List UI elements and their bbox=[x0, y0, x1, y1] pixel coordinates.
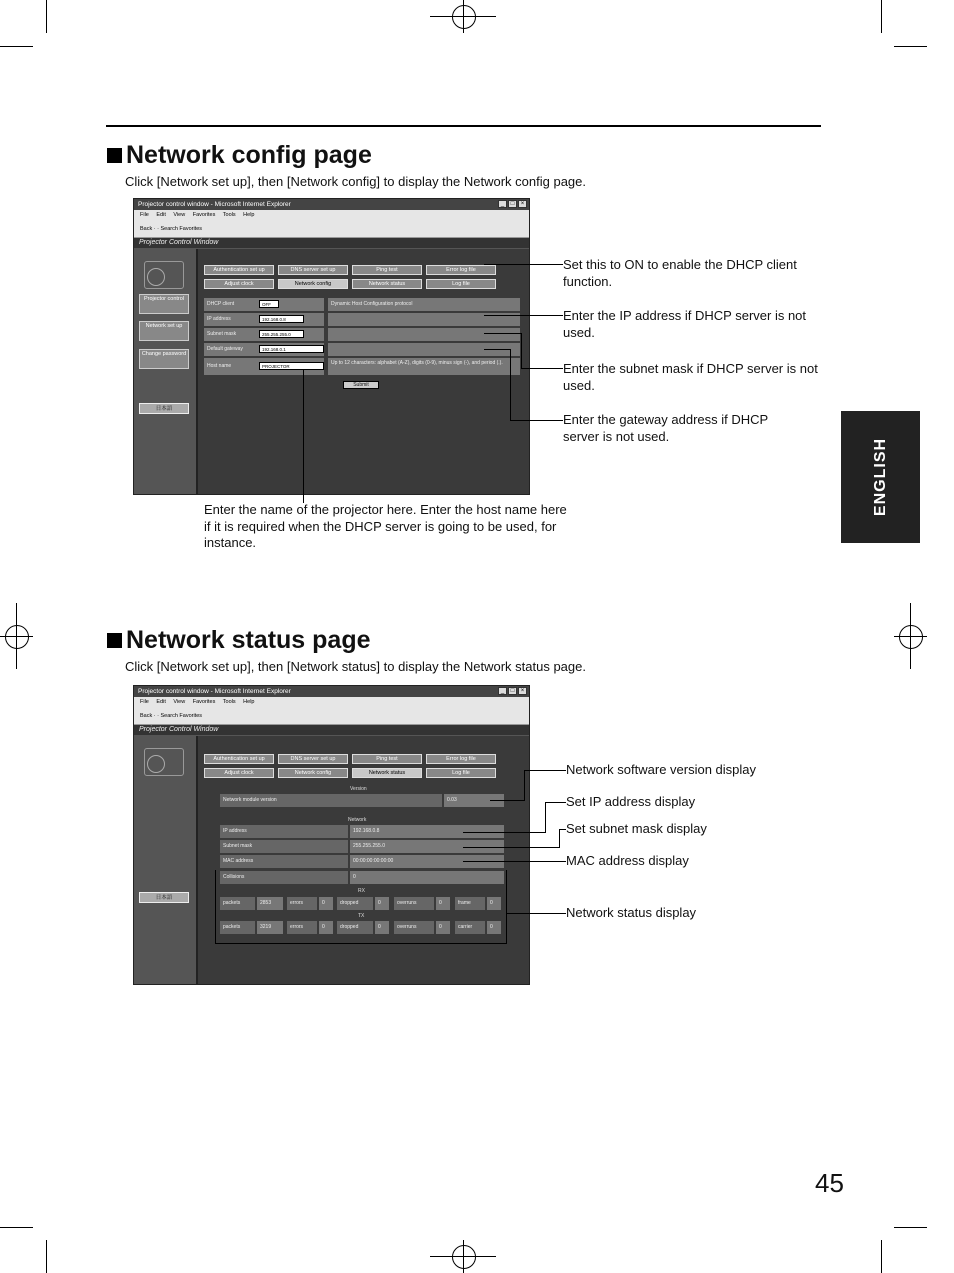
registration-circle bbox=[452, 1245, 476, 1269]
callout-net-status: Network status display bbox=[566, 905, 697, 920]
tab-auth[interactable]: Authentication set up bbox=[204, 265, 274, 275]
rx-errors-label: errors bbox=[287, 897, 317, 910]
sidebar bbox=[134, 736, 198, 984]
section-title-status: Network status page bbox=[107, 626, 371, 655]
maximize-icon[interactable]: □ bbox=[508, 200, 517, 208]
callout-set-mask: Set subnet mask display bbox=[566, 821, 707, 836]
sidebar-item-projector-control[interactable]: Projector control bbox=[139, 294, 189, 314]
tab-error-log[interactable]: Error log file bbox=[426, 265, 496, 275]
section-intro-config: Click [Network set up], then [Network config] to display the Network config page. bbox=[125, 174, 586, 189]
leader-line bbox=[463, 861, 566, 862]
tx-errors-value: 0 bbox=[319, 921, 333, 934]
tab-network-config[interactable]: Network config bbox=[278, 768, 348, 778]
tab-log-file[interactable]: Log file bbox=[426, 768, 496, 778]
collisions-value: 0 bbox=[350, 871, 504, 884]
content-area bbox=[198, 736, 529, 984]
tx-overruns-value: 0 bbox=[436, 921, 450, 934]
tx-dropped-value: 0 bbox=[375, 921, 389, 934]
rx-frame-value: 0 bbox=[487, 897, 501, 910]
browser-window-status bbox=[133, 685, 530, 985]
ip-value: 192.168.0.8 bbox=[350, 825, 504, 838]
minimize-icon[interactable]: _ bbox=[498, 687, 507, 695]
menu-bar[interactable]: File Edit View Favorites Tools Help bbox=[134, 210, 529, 220]
tab-network-status[interactable]: Network status bbox=[352, 768, 422, 778]
projector-logo-icon bbox=[144, 261, 184, 289]
tx-packets-label: packets bbox=[220, 921, 255, 934]
sidebar-item-network-setup[interactable]: Network set up bbox=[139, 321, 189, 341]
leader-line bbox=[545, 802, 546, 833]
tx-dropped-label: dropped bbox=[337, 921, 373, 934]
callout-ip: Enter the IP address if DHCP server is not used. bbox=[563, 308, 807, 340]
registration-circle bbox=[899, 625, 923, 649]
crop-mark bbox=[0, 1227, 33, 1228]
rx-header: RX bbox=[358, 888, 365, 894]
callout-mask: Enter the subnet mask if DHCP server is not used. bbox=[563, 361, 818, 393]
tx-errors-label: errors bbox=[287, 921, 317, 934]
leader-line bbox=[506, 913, 566, 914]
leader-line bbox=[510, 420, 563, 421]
tab-network-status[interactable]: Network status bbox=[352, 279, 422, 289]
rx-packets-label: packets bbox=[220, 897, 255, 910]
rx-overruns-value: 0 bbox=[436, 897, 450, 910]
network-header: Network bbox=[348, 817, 367, 823]
tab-dns[interactable]: DNS server set up bbox=[278, 265, 348, 275]
hostname-label: Host name bbox=[204, 358, 324, 375]
square-bullet-icon bbox=[107, 148, 122, 163]
dhcp-description: Dynamic Host Configuration protocol bbox=[328, 298, 520, 311]
module-version-label: Network module version bbox=[220, 794, 442, 807]
tab-error-log[interactable]: Error log file bbox=[426, 754, 496, 764]
collisions-label: Collisions bbox=[220, 871, 348, 884]
tx-packets-value: 3219 bbox=[257, 921, 283, 934]
dhcp-label: DHCP client bbox=[204, 298, 324, 311]
window-titlebar: Projector control window - Microsoft Internet Explorer _ □ × bbox=[134, 686, 529, 697]
callout-dhcp: Set this to ON to enable the DHCP client function. bbox=[563, 257, 797, 289]
gateway-field[interactable]: 192.168.0.1 bbox=[259, 345, 324, 353]
section-title-config: Network config page bbox=[107, 141, 372, 170]
header-rule bbox=[106, 125, 821, 127]
callout-set-ip: Set IP address display bbox=[566, 794, 696, 809]
browser-toolbar[interactable]: Back · · Search Favorites bbox=[134, 707, 529, 725]
section-intro-status: Click [Network set up], then [Network status] to display the Network status page. bbox=[125, 659, 586, 674]
leader-line bbox=[303, 369, 304, 503]
japanese-button[interactable]: 日本語 bbox=[139, 403, 189, 414]
crop-mark bbox=[0, 46, 33, 47]
leader-line bbox=[463, 847, 560, 848]
callout-mac: MAC address display bbox=[566, 853, 689, 868]
window-label: Projector Control Window bbox=[134, 238, 529, 248]
leader-line bbox=[521, 368, 563, 369]
crop-mark bbox=[46, 1240, 47, 1273]
sidebar bbox=[134, 249, 198, 494]
rx-dropped-label: dropped bbox=[337, 897, 373, 910]
tab-adjust-clock[interactable]: Adjust clock bbox=[204, 768, 274, 778]
tab-auth[interactable]: Authentication set up bbox=[204, 754, 274, 764]
leader-line bbox=[524, 770, 525, 801]
submit-button[interactable]: Submit bbox=[343, 381, 379, 389]
hostname-description: Up to 12 characters: alphabet (A-Z), digits (0-9), minus sign (-), and period (.). bbox=[328, 358, 520, 375]
rx-dropped-value: 0 bbox=[375, 897, 389, 910]
module-version-value: 0.03 bbox=[444, 794, 504, 807]
leader-line bbox=[521, 333, 522, 369]
bracket-line bbox=[215, 870, 216, 944]
tx-overruns-label: overruns bbox=[394, 921, 434, 934]
crop-mark bbox=[881, 0, 882, 33]
rx-frame-label: frame bbox=[455, 897, 485, 910]
language-tab: ENGLISH bbox=[841, 411, 920, 543]
crop-mark bbox=[46, 0, 47, 33]
crop-mark bbox=[881, 1240, 882, 1273]
callout-hostname: Enter the name of the projector here. Enter the host name here if it is required when the DHCP server is going to be used, for instance. bbox=[204, 502, 567, 550]
ip-label: IP address bbox=[204, 313, 324, 326]
version-header: Version bbox=[350, 786, 367, 792]
mask-value: 255.255.255.0 bbox=[350, 840, 504, 853]
browser-toolbar[interactable]: Back · · Search Favorites bbox=[134, 220, 529, 238]
tab-ping[interactable]: Ping test bbox=[352, 754, 422, 764]
tab-ping[interactable]: Ping test bbox=[352, 265, 422, 275]
mask-label: Subnet mask bbox=[204, 328, 324, 341]
window-label: Projector Control Window bbox=[134, 725, 529, 735]
close-icon[interactable]: × bbox=[518, 200, 527, 208]
bracket-line bbox=[215, 943, 507, 944]
tx-carrier-label: carrier bbox=[455, 921, 485, 934]
window-titlebar: Projector control window - Microsoft Internet Explorer _ □ × bbox=[134, 199, 529, 210]
mac-value: 00:00:00:00:00:00 bbox=[350, 855, 504, 868]
leader-line bbox=[490, 800, 524, 801]
leader-line bbox=[484, 315, 563, 316]
content-area bbox=[198, 249, 529, 494]
japanese-button[interactable]: 日本語 bbox=[139, 892, 189, 903]
leader-line bbox=[484, 333, 521, 334]
registration-circle bbox=[452, 5, 476, 29]
sidebar-item-change-password[interactable]: Change password bbox=[139, 349, 189, 369]
leader-line bbox=[559, 829, 566, 830]
leader-line bbox=[545, 802, 566, 803]
mac-label: MAC address bbox=[220, 855, 348, 868]
ip-address-field[interactable]: 192.168.0.8 bbox=[259, 315, 304, 323]
mask-description bbox=[328, 328, 520, 341]
registration-circle bbox=[5, 625, 29, 649]
tab-adjust-clock[interactable]: Adjust clock bbox=[204, 279, 274, 289]
browser-window-config bbox=[133, 198, 530, 495]
crop-mark bbox=[894, 46, 927, 47]
tab-log-file[interactable]: Log file bbox=[426, 279, 496, 289]
page-number: 45 bbox=[815, 1168, 844, 1198]
leader-line bbox=[510, 349, 511, 421]
subnet-mask-field[interactable]: 255.255.255.0 bbox=[259, 330, 304, 338]
rx-overruns-label: overruns bbox=[394, 897, 434, 910]
bracket-line bbox=[506, 870, 507, 944]
close-icon[interactable]: × bbox=[518, 687, 527, 695]
maximize-icon[interactable]: □ bbox=[508, 687, 517, 695]
tx-header: TX bbox=[358, 913, 365, 919]
gateway-label: Default gateway bbox=[204, 343, 324, 356]
leader-line bbox=[524, 770, 566, 771]
ip-label: IP address bbox=[220, 825, 348, 838]
callout-gateway: Enter the gateway address if DHCP server is not used. bbox=[563, 412, 768, 444]
leader-line bbox=[484, 264, 563, 265]
minimize-icon[interactable]: _ bbox=[498, 200, 507, 208]
leader-line bbox=[484, 349, 510, 350]
rx-packets-value: 2853 bbox=[257, 897, 283, 910]
tab-network-config[interactable]: Network config bbox=[278, 279, 348, 289]
square-bullet-icon bbox=[107, 633, 122, 648]
hostname-field[interactable]: PROJECTOR bbox=[259, 362, 324, 370]
leader-line bbox=[559, 829, 560, 848]
dhcp-select[interactable]: OFF bbox=[259, 300, 279, 308]
rx-errors-value: 0 bbox=[319, 897, 333, 910]
menu-bar[interactable]: File Edit View Favorites Tools Help bbox=[134, 697, 529, 707]
projector-logo-icon bbox=[144, 748, 184, 776]
leader-line bbox=[463, 832, 545, 833]
callout-version: Network software version display bbox=[566, 762, 757, 777]
tab-dns[interactable]: DNS server set up bbox=[278, 754, 348, 764]
crop-mark bbox=[894, 1227, 927, 1228]
tx-carrier-value: 0 bbox=[487, 921, 501, 934]
mask-label: Subnet mask bbox=[220, 840, 348, 853]
